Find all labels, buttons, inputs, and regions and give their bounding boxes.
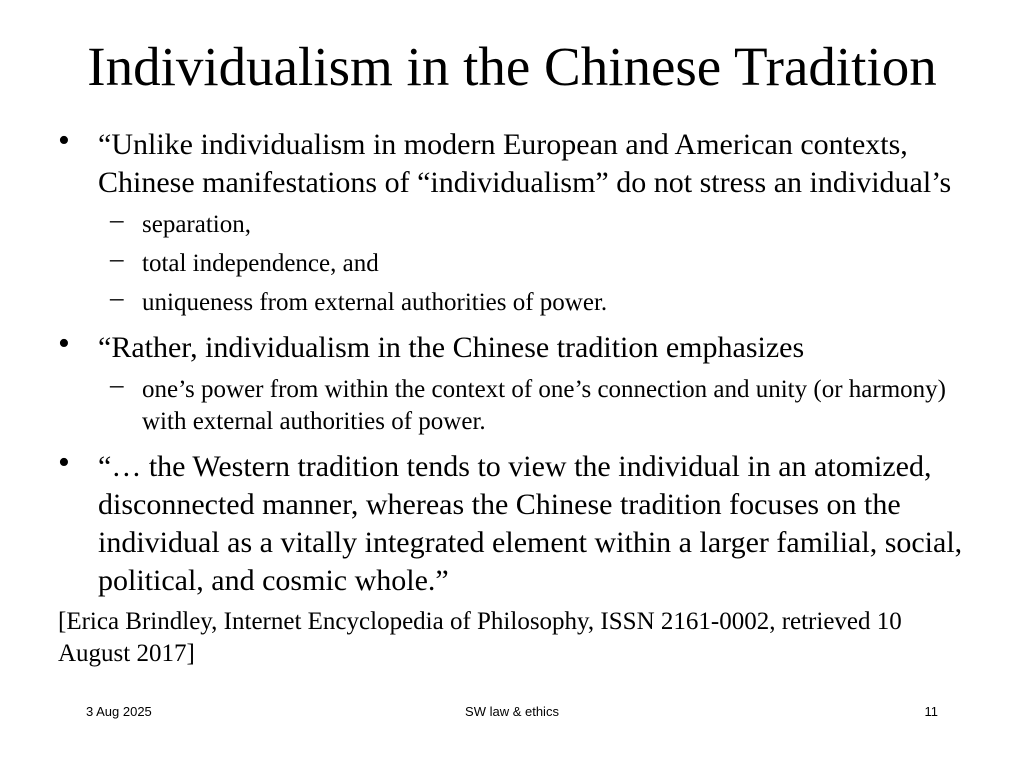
- bullet-3-text: “… the Western tradition tends to view the individual in an atomized, disconnected manner, whereas the Chinese tradition focuses on the individual as a vitally integrated element within a larger familial, social, political, and cosmic whole.”: [98, 450, 963, 597]
- sub-bullet-1-3: [58, 282, 978, 319]
- sub-bullet-1-2: [58, 243, 978, 280]
- sub-bullet-text: uniqueness from external authorities of power.: [142, 289, 608, 316]
- bullet-dot-icon: •: [58, 444, 70, 481]
- bullet-dot-icon: •: [58, 122, 70, 159]
- bullet-3: [58, 444, 978, 600]
- page-number: 11: [924, 704, 938, 719]
- footer-title: SW law & ethics: [465, 704, 559, 719]
- sub-bullet-2-1: [58, 369, 978, 438]
- footer-date: 3 Aug 2025: [86, 704, 152, 719]
- bullet-dot-icon: •: [58, 325, 70, 362]
- bullet-1: [58, 122, 978, 202]
- slide-title: Individualism in the Chinese Tradition: [87, 36, 937, 97]
- dash-icon: –: [110, 204, 124, 234]
- bullet-2-text: “Rather, individualism in the Chinese tradition emphasizes: [98, 331, 805, 364]
- sub-bullet-text: separation,: [142, 211, 251, 238]
- sub-bullet-1-1: [58, 204, 978, 241]
- sub-bullet-text: total independence, and: [142, 250, 379, 277]
- dash-icon: –: [110, 243, 124, 273]
- sub-bullet-text: one’s power from within the context of one’s connection and unity (or harmony) with external authorities of power.: [142, 376, 946, 435]
- dash-icon: –: [110, 369, 124, 399]
- slide-body: [58, 122, 978, 670]
- bullet-1-text: “Unlike individualism in modern European and American contexts, Chinese manifestations of “individualism” do not stress an individual’s: [98, 128, 952, 199]
- citation: [Erica Brindley, Internet Encyclopedia of Philosophy, ISSN 2161-0002, retrieved 10 August 2017]: [58, 608, 902, 667]
- dash-icon: –: [110, 282, 124, 312]
- bullet-2: [58, 325, 978, 367]
